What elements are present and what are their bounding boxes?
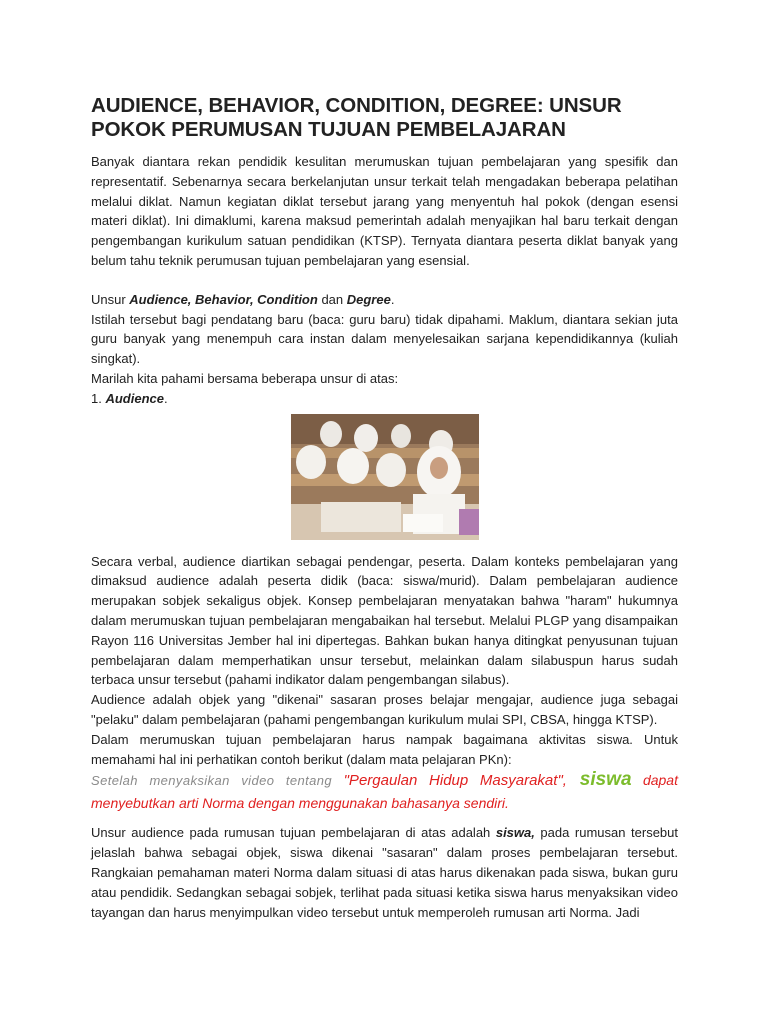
paragraph-spacer [91,271,678,290]
pelaku-paragraph: Audience adalah objek yang "dikenai" sasaran proses belajar mengajar, audience juga sebagai "pelaku" dalam pembelajaran (pahami pengembangan kurikulum mulai SPI, CBSA, hingga KTSP). [91,692,678,727]
list-item-label: Audience [105,390,164,406]
unsur-line: Unsur Audience, Behavior, Condition dan Degree. [91,291,395,307]
marilah-line: Marilah kita pahami bersama beberapa unsur di atas: [91,370,399,386]
figure [91,414,678,540]
intro-paragraph: Banyak diantara rekan pendidik kesulitan merumuskan tujuan pembelajaran yang spesifik dan representatif. Sebenarnya secara berkelanjutan unsur terkait telah mengadakan beberapa pelatihan melalui diklat. Namun kegiatan diklat tersebut jarang yang menyentuh hal pokok (dengan esensi materi diklat). Ini dimaklumi, karena maksud pemerintah adalah menyajikan hal baru terkait dengan pengembangan kurikulum satuan pendidikan (KTSP). Ternyata diantara peserta diklat banyak yang belum tahu teknik perumusan tujuan pembelajaran yang esensial. [91,154,678,268]
merumuskan-paragraph: Dalam merumuskan tujuan pembelajaran harus nampak bagaimana aktivitas siswa. Untuk memahami hal ini perhatikan contoh berikut (dalam mata pelajaran PKn): [91,731,678,767]
closing-paragraph: Unsur audience pada rumusan tujuan pembelajaran di atas adalah siswa, pada rumusan tersebut jelaslah bahwa sebagai objek, siswa dikenai "sasaran" dalam proses pembelajaran tersebut. Rangkaian pemahaman materi Norma dalam situasi di atas harus dikenakan pada siswa, bukan guru atau pendidik. Sedangkan sebagai sobjek, terlihat pada situasi ketika siswa harus menyaksikan video tayangan dan harus menyimpulkan video tersebut untuk memperoleh rumusan arti Norma. Jadi [91,825,679,920]
unsur-degree: Degree [346,291,391,307]
example-objective: Setelah menyaksikan video tentang "Pergaulan Hidup Masyarakat", siswa dapat menyebutkan arti Norma dengan menggunakan bahasanya sendiri. [91,769,678,812]
page-title: AUDIENCE, BEHAVIOR, CONDITION, DEGREE: UNSUR POKOK PERUMUSAN TUJUAN PEMBELAJARAN [91,94,622,141]
classroom-photo [291,414,479,540]
istilah-paragraph: Istilah tersebut bagi pendatang baru (baca: guru baru) tidak dipahami. Maklum, diantara sekian juta guru banyak yang menempuh cara instan dalam menyelesaikan sarjana kependidikannya (kuliah singkat). [91,311,678,367]
closing-bold-term: siswa, [495,825,535,841]
document-page [91,94,678,922]
unsur-terms: Audience, Behavior, Condition [129,291,318,307]
list-item-audience: 1. Audience. [91,390,168,406]
audience-paragraph: Secara verbal, audience diartikan sebagai pendengar, peserta. Dalam konteks pembelajaran yang dimaksud audience adalah peserta didik (baca: siswa/murid). Dalam pembelajaran audience merupakan sobjek sekaligus objek. Konsep pembelajaran menyatakan bahwa "haram" hukumnya dalam merumuskan tujuan pembelajaran mengabaikan hal tersebut. Melalui PLGP yang disampaikan Rayon 116 Universitas Jember hal ini dipertegas. Bahkan bukan hanya ditingkat penyusunan tujuan pembelajaran dalam memperhatikan unsur tersebut, melainkan dalam silabuspun harus sudah terbaca unsur tersebut (pahami indikator dalam pengembangan silabus). [91,553,678,688]
